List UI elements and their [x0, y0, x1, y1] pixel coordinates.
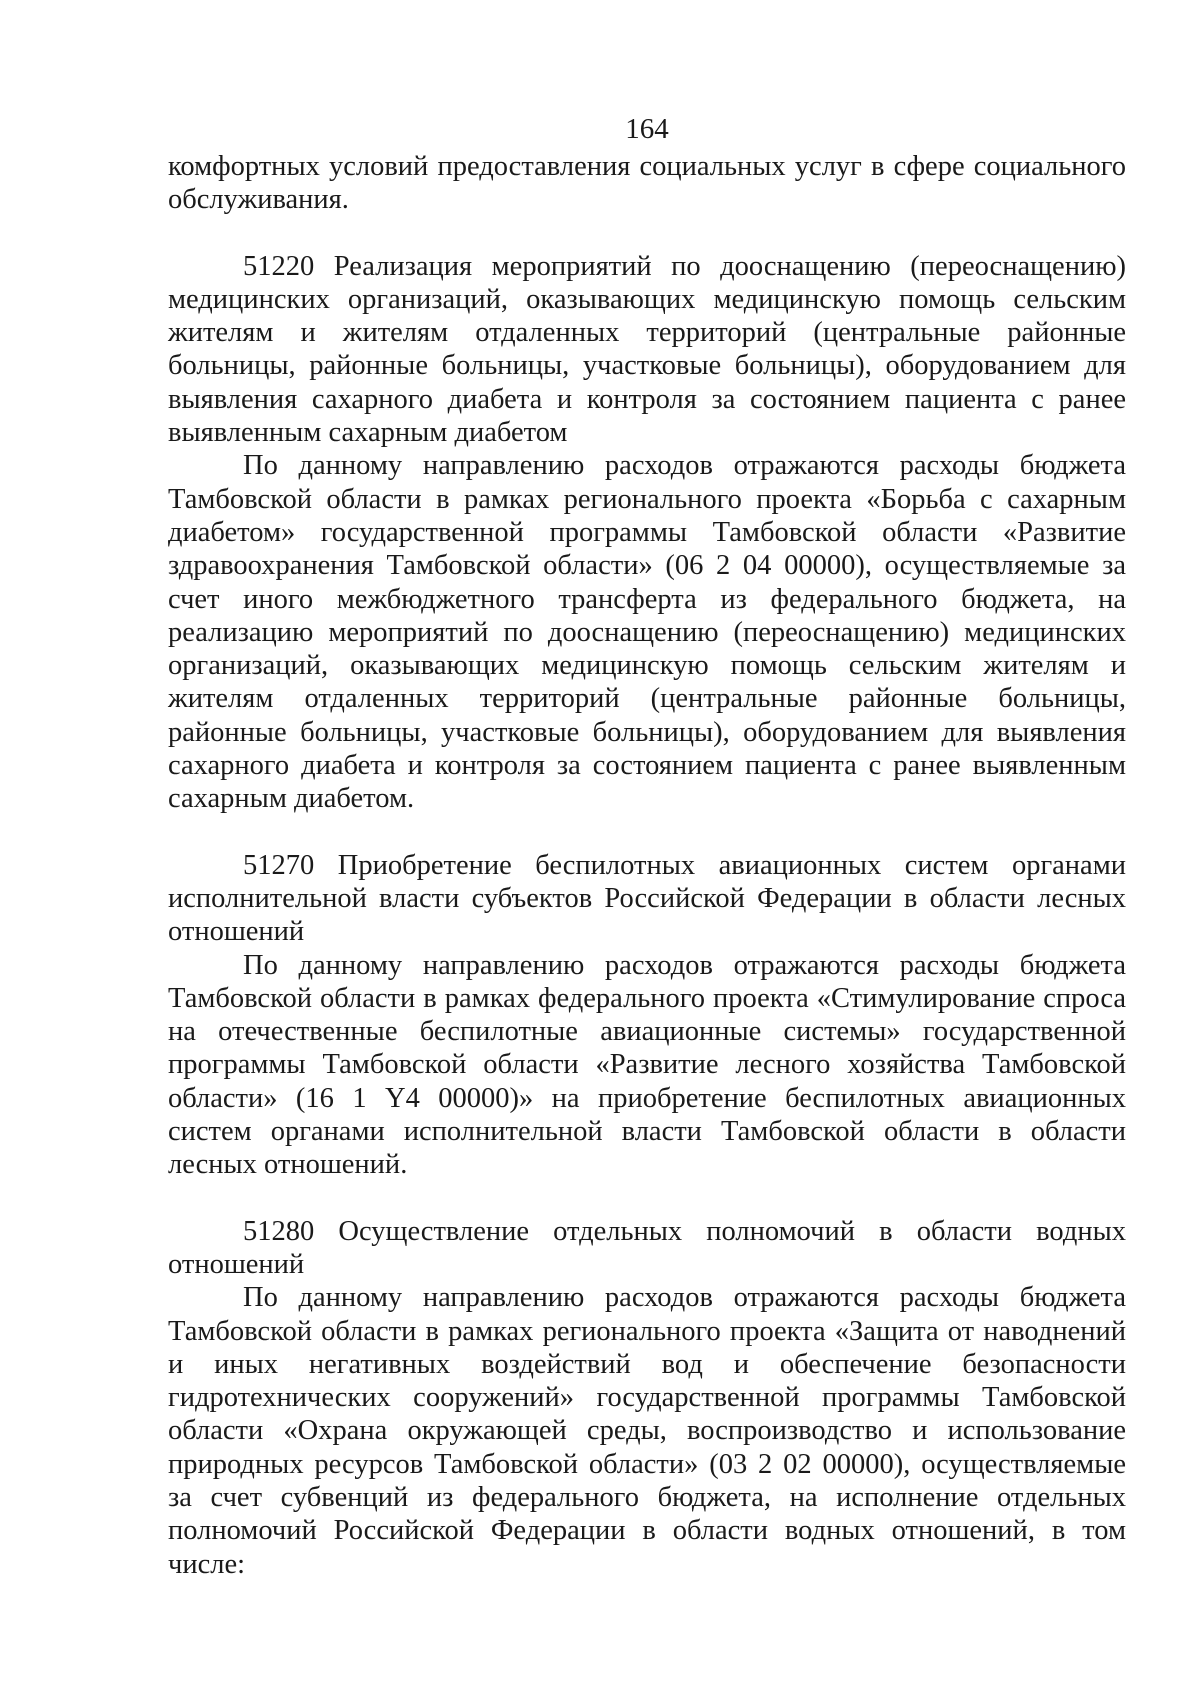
section-heading-51270: 51270 Приобретение беспилотных авиационных систем органами исполнительной власти субъектов Российской Федерации в области лесных отношений [168, 849, 1126, 948]
section-body-51280: По данному направлению расходов отражаются расходы бюджета Тамбовской области в рамках регионального проекта «Защита от наводнений и иных негативных воздействий вод и обеспечение безопасности гидротехнических сооружений» государственной программы Тамбовской области «Охрана окружающей среды, воспроизводство и использование природных ресурсов Тамбовской области» (03 2 02 00000), осуществляемые за счет субвенций из федерального бюджета, на исполнение отдельных полномочий Российской Федерации в области водных отношений, в том числе: [168, 1282, 1126, 1580]
section-body-51270: По данному направлению расходов отражаются расходы бюджета Тамбовской области в рамках федерального проекта «Стимулирование спроса на отечественные беспилотные авиационные системы» государственной программы Тамбовской области «Развитие лесного хозяйства Тамбовской области» (16 1 Y4 00000)» на приобретение беспилотных авиационных систем органами исполнительной власти Тамбовской области в области лесных отношений. [168, 949, 1126, 1181]
document-page [168, 112, 1126, 1581]
section-heading-51220: 51220 Реализация мероприятий по дооснащению (переоснащению) медицинских организаций, оказывающих медицинскую помощь сельским жителям и жителям отдаленных территорий (центральные районные больницы, районные больницы, участковые больницы), оборудованием для выявления сахарного диабета и контроля за состоянием пациента с ранее выявленным сахарным диабетом [168, 250, 1126, 449]
section-heading-51280: 51280 Осуществление отдельных полномочий в области водных отношений [168, 1215, 1126, 1280]
intro-paragraph: комфортных условий предоставления социальных услуг в сфере социального обслуживания. [168, 151, 1126, 216]
section-body-51220: По данному направлению расходов отражаются расходы бюджета Тамбовской области в рамках регионального проекта «Борьба с сахарным диабетом» государственной программы Тамбовской области «Развитие здравоохранения Тамбовской области» (06 2 04 00000), осуществляемые за счет иного межбюджетного трансферта из федерального бюджета, на реализацию мероприятий по дооснащению (переоснащению) медицинских организаций, оказывающих медицинскую помощь сельским жителям и жителям отдаленных территорий (центральные районные больницы, районные больницы, участковые больницы), оборудованием для выявления сахарного диабета и контроля за состоянием пациента с ранее выявленным сахарным диабетом. [168, 450, 1126, 815]
page-number: 164 [625, 113, 669, 145]
